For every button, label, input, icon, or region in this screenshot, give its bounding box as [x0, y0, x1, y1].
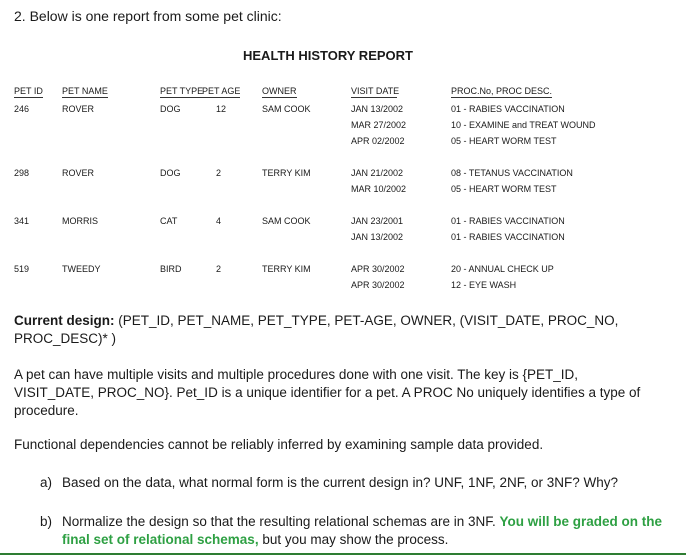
cell-proc: 08 - TETANUS VACCINATION	[451, 168, 573, 178]
header-visit-date: VISIT DATE	[351, 86, 400, 96]
cell-pet-id: 298	[14, 168, 30, 178]
cell-pet-type: DOG	[160, 168, 181, 178]
cell-owner: TERRY KIM	[262, 264, 311, 274]
item-a: Based on the data, what normal form is the current design in? UNF, 1NF, 2NF, or 3NF? Why?	[62, 475, 618, 490]
cell-visit-date: MAR 10/2002	[351, 184, 407, 194]
item-a-label: a)	[40, 475, 53, 490]
header-pet-age: PET AGE	[202, 86, 241, 96]
current-design	[14, 312, 654, 348]
current-design-text: (PET_ID, PET_NAME, PET_TYPE, PET-AGE, OWNER, (VISIT_DATE, PROC_NO, PROC_DESC)* )	[14, 313, 619, 346]
cell-pet-id: 246	[14, 104, 30, 114]
cell-pet-age: 12	[216, 104, 227, 114]
cell-pet-type: CAT	[160, 216, 178, 226]
header-pet-id: PET ID	[14, 86, 43, 96]
header-pet-type: PET TYPE	[160, 86, 204, 96]
cell-visit-date: APR 30/2002	[351, 280, 405, 290]
cell-pet-id: 519	[14, 264, 30, 274]
cell-proc: 01 - RABIES VACCINATION	[451, 104, 565, 114]
cell-owner: TERRY KIM	[262, 168, 311, 178]
cell-pet-name: ROVER	[62, 104, 95, 114]
cell-pet-type: DOG	[160, 104, 181, 114]
cell-proc: 10 - EXAMINE and TREAT WOUND	[451, 120, 596, 130]
cell-visit-date: JAN 13/2002	[351, 104, 404, 114]
cell-proc: 01 - RABIES VACCINATION	[451, 216, 565, 226]
cell-pet-name: ROVER	[62, 168, 95, 178]
cell-owner: SAM COOK	[262, 216, 311, 226]
cell-pet-age: 4	[216, 216, 222, 226]
cell-proc: 05 - HEART WORM TEST	[451, 136, 557, 146]
item-b-post: but you may show the process.	[258, 532, 449, 547]
cell-proc: 20 - ANNUAL CHECK UP	[451, 264, 554, 274]
cell-pet-name: MORRIS	[62, 216, 98, 226]
cell-visit-date: MAR 27/2002	[351, 120, 407, 130]
header-owner: OWNER	[262, 86, 297, 96]
item-b-green: You will be graded on the final set of relational schemas,	[62, 514, 662, 547]
cell-visit-date: JAN 21/2002	[351, 168, 404, 178]
cell-proc: 05 - HEART WORM TEST	[451, 184, 557, 194]
cell-owner: SAM COOK	[262, 104, 311, 114]
header-pet-name: PET NAME	[62, 86, 108, 96]
header-proc: PROC.No, PROC DESC.	[451, 86, 553, 96]
cell-pet-id: 341	[14, 216, 30, 226]
cell-pet-type: BIRD	[160, 264, 182, 274]
item-b-pre: Normalize the design so that the resulting relational schemas are in 3NF.	[62, 514, 500, 529]
cell-visit-date: JAN 23/2001	[351, 216, 404, 226]
item-b-label: b)	[40, 514, 53, 529]
paragraph-fd: Functional dependencies cannot be reliably inferred by examining sample data provided.	[14, 437, 544, 452]
cell-proc: 01 - RABIES VACCINATION	[451, 232, 565, 242]
current-design-label: Current design:	[14, 313, 115, 328]
cell-pet-name: TWEEDY	[62, 264, 101, 274]
item-b	[62, 513, 662, 549]
cell-visit-date: APR 30/2002	[351, 264, 405, 274]
cell-proc: 12 - EYE WASH	[451, 280, 517, 290]
cell-visit-date: JAN 13/2002	[351, 232, 404, 242]
cell-visit-date: APR 02/2002	[351, 136, 405, 146]
question-title: 2. Below is one report from some pet clinic:	[14, 8, 282, 24]
cell-pet-age: 2	[216, 264, 222, 274]
report-title: HEALTH HISTORY REPORT	[243, 48, 413, 63]
paragraph-keys: A pet can have multiple visits and multiple procedures done with one visit. The key is {PET_ID, VISIT_DATE, PROC_NO}. Pet_ID is a unique identifier for a pet. A PROC No uniquely identifies a type of procedure.	[14, 367, 641, 418]
cell-pet-age: 2	[216, 168, 222, 178]
